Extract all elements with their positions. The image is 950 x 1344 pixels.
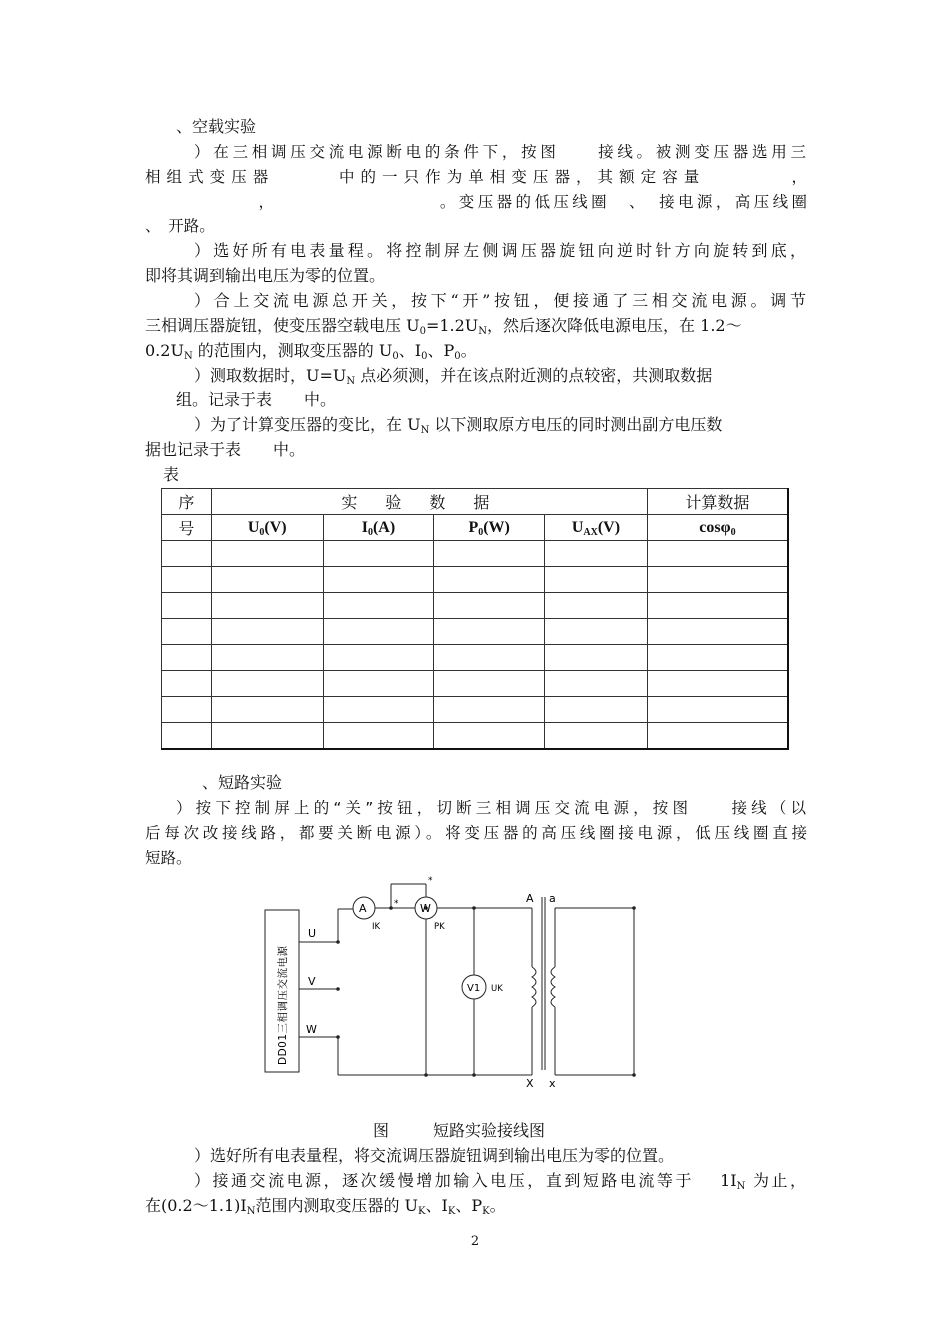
s1-p4-line1: ）测取数据时，$U=U_N$ 点必须测，并在该点附近测的点较密，共测取数据 — [194, 366, 713, 387]
ammeter-symbol: A — [359, 902, 367, 915]
header-seq-bottom: 号 — [162, 515, 212, 541]
uk-label: UK — [491, 984, 503, 994]
page-number: 2 — [470, 1234, 480, 1249]
table-cell — [647, 645, 788, 671]
table-cell — [211, 619, 323, 645]
s3-p3-line1: ）接通交流电源，逐次缓慢增加输入电压，直到短路电流等于 $1I_N$ 为止， — [194, 1171, 806, 1192]
table-row — [162, 567, 789, 593]
section2-heading: 、短路实验 — [202, 773, 283, 792]
table-cell — [647, 671, 788, 697]
table-row — [162, 671, 789, 697]
wattmeter-symbol: W — [420, 902, 431, 915]
table-cell — [545, 619, 648, 645]
table-cell — [162, 697, 212, 723]
table-cell — [162, 541, 212, 567]
header-calculated-data: 计算数据 — [647, 489, 788, 515]
table-cell — [434, 567, 545, 593]
col-u0: $U_0(V)$ — [211, 515, 323, 541]
power-source-label: DD01三相调压交流电源 — [277, 945, 289, 1065]
table-cell — [162, 723, 212, 750]
table-cell — [434, 593, 545, 619]
col-uax: $U_{AX}(V)$ — [545, 515, 648, 541]
table-cell — [545, 567, 648, 593]
no-load-data-table — [161, 488, 789, 750]
s1-p1-line4: 、 开路。 — [145, 217, 215, 235]
phase-v-label: V — [308, 975, 316, 988]
pk-label: PK — [434, 922, 445, 932]
table-cell — [647, 567, 788, 593]
table-cell — [162, 593, 212, 619]
header-experimental-data: 实验数据 — [211, 489, 647, 515]
table-cell — [211, 593, 323, 619]
table-cell — [323, 671, 434, 697]
header-seq-top: 序 — [162, 489, 212, 515]
table-cell — [211, 671, 323, 697]
s1-p2-line2: 即将其调到输出电压为零的位置。 — [145, 266, 386, 285]
table-label: 表 — [163, 465, 180, 484]
s3-p2-line1: ）选好所有电表量程，将交流调压器旋钮调到输出电压为零的位置。 — [194, 1146, 675, 1165]
table-cell — [211, 723, 323, 750]
table-cell — [647, 593, 788, 619]
table-cell — [434, 671, 545, 697]
table-cell — [545, 671, 648, 697]
s2-p1-line1: ）按下控制屏上的“关”按钮，切断三相调压交流电源，按图 接线（以 — [176, 799, 806, 817]
table-cell — [323, 567, 434, 593]
table-cell — [545, 645, 648, 671]
s3-p3-line2: 在$(0.2\sim 1.1)I_N$范围内测取变压器的 $U_K$、$I_K$、$P_K$。 — [145, 1196, 506, 1217]
s1-p2-line1: ）选好所有电表量程。将控制屏左侧调压器旋钮向逆时针方向旋转到底， — [194, 241, 806, 260]
table-cell — [434, 619, 545, 645]
table-cell — [323, 619, 434, 645]
star-mark-2: * — [428, 876, 433, 886]
table-cell — [162, 567, 212, 593]
table-cell — [434, 723, 545, 750]
s1-p3-line3: $0.2U_N$ 的范围内，测取变压器的 $U_0$、$I_0$、$P_0$。 — [145, 341, 477, 362]
table-cell — [434, 645, 545, 671]
table-row — [162, 619, 789, 645]
terminal-A: A — [526, 892, 534, 905]
star-mark-1: * — [394, 899, 399, 909]
table-cell — [211, 567, 323, 593]
terminal-a: a — [549, 892, 556, 905]
table-cell — [211, 645, 323, 671]
table-row — [162, 593, 789, 619]
table-cell — [162, 671, 212, 697]
primary-winding — [532, 967, 536, 1007]
table-cell — [434, 541, 545, 567]
table-row — [162, 645, 789, 671]
table-cell — [323, 645, 434, 671]
s1-p1-line1: ）在三相调压交流电源断电的条件下，按图 接线。被测变压器选用三 — [194, 143, 806, 161]
table-cell — [434, 697, 545, 723]
s1-p5-line2: 据也记录于表 中。 — [145, 440, 306, 459]
s1-p3-line1: ）合上交流电源总开关，按下“开”按钮，便接通了三相交流电源。调节 — [194, 291, 806, 310]
s1-p5-line1: ）为了计算变压器的变比，在 $U_N$ 以下测取原方电压的同时测出副方电压数 — [194, 415, 723, 436]
table-cell — [545, 697, 648, 723]
col-cosphi: cosφ$_0$ — [647, 515, 788, 541]
s1-p4-line2: 组。记录于表 中。 — [176, 390, 337, 409]
table-row — [162, 723, 789, 750]
table-cell — [545, 593, 648, 619]
terminal-x: x — [549, 1077, 556, 1090]
s2-p1-line2: 后每次改接线路，都要关断电源）。将变压器的高压线圈接电源，低压线圈直接 — [145, 824, 807, 842]
table-cell — [647, 723, 788, 750]
figure-caption: 图 短路实验接线图 — [373, 1121, 546, 1140]
table-cell — [647, 697, 788, 723]
table-cell — [323, 541, 434, 567]
col-p0: $P_0(W)$ — [434, 515, 545, 541]
phase-w-label: W — [306, 1023, 317, 1036]
table-row — [162, 541, 789, 567]
s1-p3-line2: 三相调压器旋钮，使变压器空载电压 $U_0=1.2U_N$，然后逐次降低电源电压，在 1.2～ — [145, 316, 742, 337]
table-cell — [545, 723, 648, 750]
table-cell — [162, 619, 212, 645]
table-cell — [323, 723, 434, 750]
table-cell — [211, 541, 323, 567]
table-cell — [647, 541, 788, 567]
secondary-winding — [551, 967, 555, 1007]
terminal-X: X — [526, 1077, 534, 1090]
s2-p1-line3: 短路。 — [145, 849, 192, 867]
phase-u-label: U — [308, 927, 317, 940]
table-cell — [647, 619, 788, 645]
s1-p1-line2: 相组式变压器 中的一只作为单相变压器，其额定容量 ， — [145, 168, 807, 186]
ik-label: IK — [372, 922, 381, 932]
section1-heading: 、空载实验 — [176, 117, 257, 136]
table-cell — [545, 541, 648, 567]
table-cell — [323, 697, 434, 723]
table-row — [162, 697, 789, 723]
voltmeter-symbol: V1 — [467, 983, 481, 994]
short-circuit-diagram — [260, 875, 650, 1090]
s1-p1-line3: ， 。变压器的低压线圈 、 接电源，高压线圈 — [145, 193, 807, 211]
col-i0: $I_0(A)$ — [323, 515, 434, 541]
table-cell — [162, 645, 212, 671]
table-cell — [323, 593, 434, 619]
table-cell — [211, 697, 323, 723]
